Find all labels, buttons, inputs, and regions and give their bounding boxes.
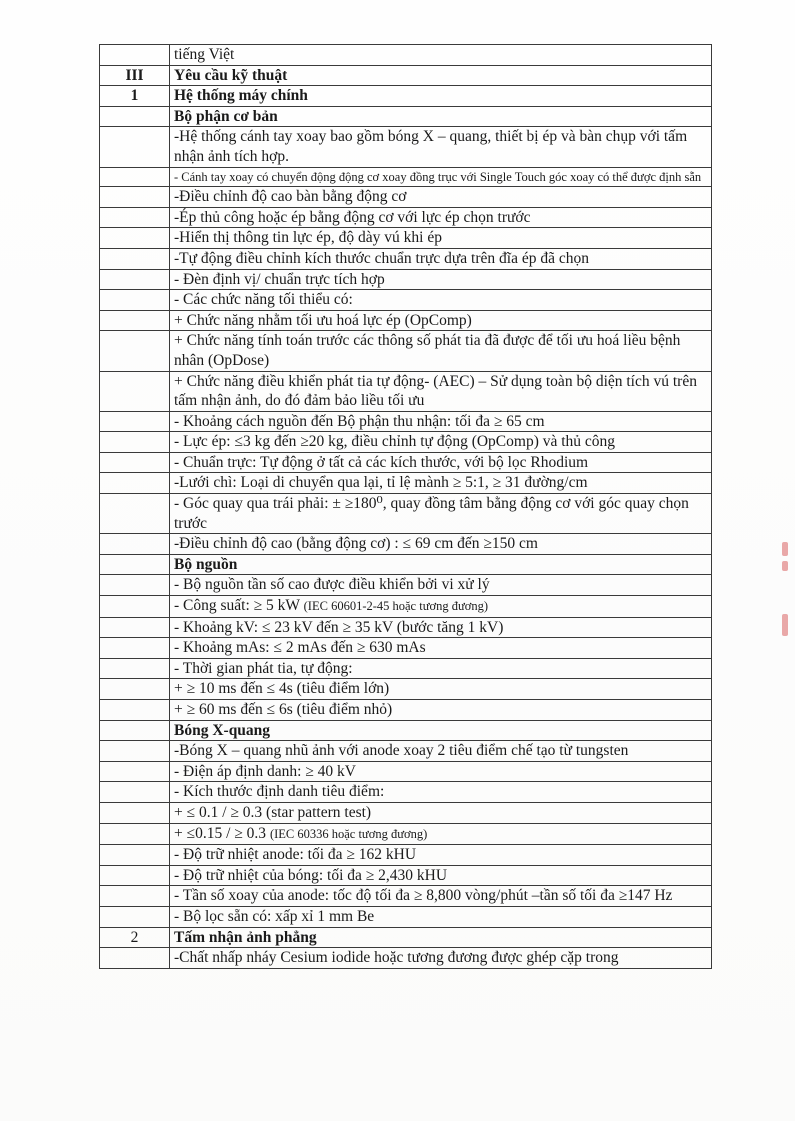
row-text-main: Hệ thống máy chính <box>174 87 308 105</box>
row-text <box>170 494 712 534</box>
row-number <box>100 865 170 886</box>
row-text <box>170 65 712 86</box>
row-number: 1 <box>100 86 170 107</box>
standard-note: (IEC 60336 hoặc tương đương) <box>269 826 428 841</box>
spec-row <box>100 106 712 127</box>
row-text <box>170 167 712 187</box>
spec-row <box>100 65 712 86</box>
row-text <box>170 473 712 494</box>
row-text-main: Bộ nguồn <box>174 555 238 573</box>
row-text-main: -Hiển thị thông tin lực ép, độ dày vú khi ép <box>174 229 442 247</box>
row-number <box>100 534 170 555</box>
row-text-main: -Điều chỉnh độ cao (bằng động cơ) : ≤ 69 cm đến ≥150 cm <box>174 535 538 553</box>
row-text-main: - Điện áp định danh: ≥ 40 kV <box>174 762 356 780</box>
row-text <box>170 290 712 311</box>
spec-row <box>100 658 712 679</box>
row-text <box>170 452 712 473</box>
row-number <box>100 127 170 167</box>
row-text-main: tiếng Việt <box>174 46 235 63</box>
row-text-main: + Chức năng tính toán trước các thông số phát tia đã được để tối ưu hoá liều bệnh nhân (OpDose) <box>174 332 681 369</box>
row-text-main: -Bóng X – quang nhũ ảnh với anode xoay 2 tiêu điểm chế tạo từ tungsten <box>174 742 629 760</box>
row-text-main: - Bộ lọc sẵn có: xấp xỉ 1 mm Be <box>174 907 375 925</box>
row-number <box>100 290 170 311</box>
row-text <box>170 700 712 721</box>
spec-row <box>100 865 712 886</box>
row-text-main: - Khoảng cách nguồn đến Bộ phận thu nhận: tối đa ≥ 65 cm <box>174 412 545 430</box>
row-text <box>170 865 712 886</box>
row-text-main: - Khoảng mAs: ≤ 2 mAs đến ≥ 630 mAs <box>174 639 426 657</box>
row-number <box>100 207 170 228</box>
row-number <box>100 658 170 679</box>
row-number <box>100 906 170 927</box>
row-text-main: + ≥ 10 ms đến ≤ 4s (tiêu điểm lớn) <box>174 680 390 698</box>
row-number <box>100 802 170 823</box>
row-text-main: Bộ phận cơ bản <box>174 107 278 125</box>
spec-row <box>100 927 712 948</box>
row-text <box>170 248 712 269</box>
row-text-main: -Hệ thống cánh tay xoay bao gồm bóng X – quang, thiết bị ép và bàn chụp với tấm nhận ảnh tích hợp. <box>174 128 688 165</box>
row-text <box>170 741 712 762</box>
row-number <box>100 248 170 269</box>
row-text-main: - Đèn định vị/ chuẩn trực tích hợp <box>174 270 385 288</box>
margin-mark <box>782 614 788 636</box>
row-text <box>170 927 712 948</box>
row-text <box>170 269 712 290</box>
row-number <box>100 269 170 290</box>
row-number <box>100 187 170 208</box>
spec-row <box>100 554 712 575</box>
row-text-main: - Góc quay qua trái phải: ± ≥180⁰, quay đồng tâm bằng động cơ với góc quay chọn trước <box>174 495 689 532</box>
spec-row <box>100 948 712 969</box>
row-number <box>100 700 170 721</box>
row-text <box>170 371 712 411</box>
row-text <box>170 638 712 659</box>
spec-row <box>100 741 712 762</box>
row-text-main: + ≥ 60 ms đến ≤ 6s (tiêu điểm nhỏ) <box>174 701 393 718</box>
spec-row <box>100 331 712 371</box>
spec-row <box>100 700 712 721</box>
row-text-main: -Điều chỉnh độ cao bàn bằng động cơ <box>174 188 407 206</box>
row-text-main: - Chuẩn trực: Tự động ở tất cả các kích thước, với bộ lọc Rhodium <box>174 453 589 471</box>
row-number <box>100 823 170 845</box>
row-text <box>170 782 712 803</box>
row-number <box>100 411 170 432</box>
spec-row <box>100 802 712 823</box>
row-text-main: -Tự động điều chỉnh kích thước chuẩn trực dựa trên đĩa ép đã chọn <box>174 249 589 267</box>
row-number <box>100 782 170 803</box>
row-text-main: + ≤ 0.1 / ≥ 0.3 (star pattern test) <box>174 803 372 821</box>
row-number <box>100 761 170 782</box>
row-number <box>100 720 170 741</box>
row-text-main: - Độ trữ nhiệt anode: tối đa ≥ 162 kHU <box>174 846 417 864</box>
row-text <box>170 228 712 249</box>
spec-row <box>100 248 712 269</box>
row-text <box>170 106 712 127</box>
row-number <box>100 845 170 866</box>
row-text <box>170 187 712 208</box>
row-text-main: - Kích thước định danh tiêu điểm: <box>174 783 385 801</box>
row-number <box>100 617 170 638</box>
row-text <box>170 310 712 331</box>
spec-row <box>100 127 712 167</box>
spec-row <box>100 638 712 659</box>
row-text <box>170 127 712 167</box>
spec-row <box>100 494 712 534</box>
row-number <box>100 741 170 762</box>
row-number <box>100 371 170 411</box>
spec-table-body <box>100 45 712 969</box>
row-text <box>170 906 712 927</box>
row-text <box>170 761 712 782</box>
spec-row <box>100 679 712 700</box>
row-text-main: Bóng X-quang <box>174 721 271 739</box>
row-number <box>100 554 170 575</box>
spec-row <box>100 906 712 927</box>
spec-row <box>100 371 712 411</box>
row-number <box>100 575 170 596</box>
row-text <box>170 575 712 596</box>
row-text-main: + Chức năng điều khiển phát tia tự động- (AEC) – Sử dụng toàn bộ diện tích vú trên tấm nhận ảnh, do đó đảm bảo liều tối ưu <box>174 372 697 410</box>
row-number <box>100 638 170 659</box>
row-text-main: - Các chức năng tối thiểu có: <box>174 291 353 309</box>
spec-row <box>100 845 712 866</box>
row-text <box>170 554 712 575</box>
row-text <box>170 658 712 679</box>
row-text-main: Tấm nhận ảnh phẳng <box>174 928 317 946</box>
spec-row <box>100 45 712 66</box>
spec-row <box>100 823 712 845</box>
row-text-main: - Thời gian phát tia, tự động: <box>174 659 353 677</box>
row-text <box>170 432 712 453</box>
spec-row <box>100 228 712 249</box>
row-text <box>170 207 712 228</box>
spec-row <box>100 310 712 331</box>
row-number: 2 <box>100 927 170 948</box>
spec-row <box>100 473 712 494</box>
row-text-main: -Lưới chì: Loại di chuyển qua lại, tỉ lệ mành ≥ 5:1, ≥ 31 đường/cm <box>174 474 588 492</box>
row-number <box>100 331 170 371</box>
row-text-main: + Chức năng nhằm tối ưu hoá lực ép (OpComp) <box>174 311 472 329</box>
row-text-main: + ≤0.15 / ≥ 0.3 <box>174 824 270 842</box>
row-number <box>100 452 170 473</box>
spec-row <box>100 617 712 638</box>
row-number <box>100 948 170 969</box>
row-text <box>170 845 712 866</box>
spec-table <box>99 44 712 969</box>
row-number: III <box>100 65 170 86</box>
row-text <box>170 86 712 107</box>
row-text-main: - Cánh tay xoay có chuyển động động cơ xoay đồng trục với Single Touch góc xoay có thể được định sẵn <box>174 169 702 184</box>
spec-row <box>100 720 712 741</box>
row-text <box>170 823 712 845</box>
row-number <box>100 228 170 249</box>
row-number <box>100 596 170 618</box>
row-text-main: - Bộ nguồn tần số cao được điều khiển bởi vi xử lý <box>174 576 490 594</box>
row-text-main: - Lực ép: ≤3 kg đến ≥20 kg, điều chỉnh tự động (OpComp) và thủ công <box>174 433 616 451</box>
spec-row <box>100 86 712 107</box>
row-number <box>100 886 170 907</box>
margin-mark <box>782 542 788 556</box>
row-text <box>170 45 712 66</box>
spec-row <box>100 782 712 803</box>
row-text <box>170 679 712 700</box>
standard-note: (IEC 60601-2-45 hoặc tương đương) <box>303 599 489 614</box>
row-number <box>100 167 170 187</box>
row-text <box>170 534 712 555</box>
row-text <box>170 596 712 618</box>
row-text <box>170 802 712 823</box>
row-number <box>100 494 170 534</box>
spec-row <box>100 596 712 618</box>
row-number <box>100 106 170 127</box>
row-text-main: - Khoảng kV: ≤ 23 kV đến ≥ 35 kV (bước tăng 1 kV) <box>174 618 504 636</box>
margin-mark <box>782 561 788 571</box>
spec-row <box>100 761 712 782</box>
row-text-main: -Ép thủ công hoặc ép bằng động cơ với lực ép chọn trước <box>174 208 531 226</box>
spec-row <box>100 432 712 453</box>
row-text-main: -Chất nhấp nháy Cesium iodide hoặc tương đương được ghép cặp trong <box>174 949 619 967</box>
spec-row <box>100 575 712 596</box>
row-number <box>100 432 170 453</box>
spec-row <box>100 207 712 228</box>
row-text <box>170 331 712 371</box>
row-number <box>100 45 170 66</box>
spec-row <box>100 452 712 473</box>
row-text-main: - Công suất: ≥ 5 kW <box>174 597 304 615</box>
row-number <box>100 679 170 700</box>
spec-row <box>100 534 712 555</box>
spec-row <box>100 290 712 311</box>
row-text-main: - Tần số xoay của anode: tốc độ tối đa ≥ 8,800 vòng/phút –tần số tối đa ≥147 Hz <box>174 887 673 905</box>
row-text <box>170 948 712 969</box>
row-text-main: Yêu cầu kỹ thuật <box>174 66 288 84</box>
row-number <box>100 310 170 331</box>
spec-row <box>100 187 712 208</box>
spec-row <box>100 411 712 432</box>
spec-row <box>100 886 712 907</box>
spec-row <box>100 167 712 187</box>
row-text-main: - Độ trữ nhiệt của bóng: tối đa ≥ 2,430 kHU <box>174 866 448 884</box>
row-text <box>170 411 712 432</box>
row-text <box>170 617 712 638</box>
row-text <box>170 720 712 741</box>
row-text <box>170 886 712 907</box>
row-number <box>100 473 170 494</box>
spec-row <box>100 269 712 290</box>
